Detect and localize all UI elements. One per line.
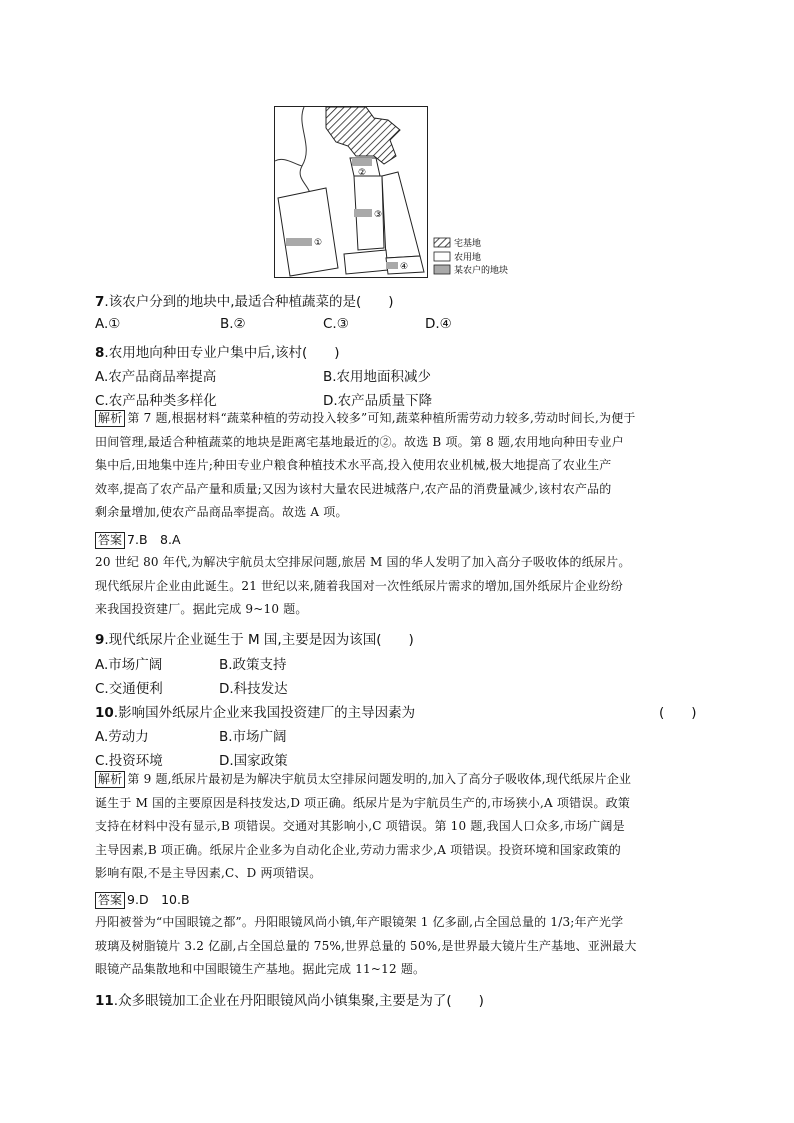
q8-option-b[interactable]: B.农用地面积减少 <box>323 369 432 385</box>
question-8: 8.农用地向种田专业户集中后,该村( ) <box>95 345 340 361</box>
question-7: 7.该农户分到的地块中,最适合种植蔬菜的是( ) <box>95 294 394 310</box>
household-plot-2 <box>352 158 372 166</box>
question-11: 11.众多眼镜加工企业在丹阳眼镜风尚小镇集聚,主要是为了( ) <box>95 993 484 1009</box>
material-9-10: 20 世纪 80 年代,为解决宇航员太空排尿问题,旅居 M 国的华人发明了加入高分子吸收体的纸尿片。 现代纸尿片企业由此诞生。21 世纪以来,随着我国对一次性纸尿片需求的增加,国外纸尿片企业纷纷 来我国投资建厂。据此完成 9~10 题。 <box>95 555 631 616</box>
q10-option-d[interactable]: D.国家政策 <box>219 753 288 769</box>
farmland-plot-4 <box>344 250 388 274</box>
question-10: 10.影响国外纸尿片企业来我国投资建厂的主导因素为 <box>95 705 416 721</box>
question-9: 9.现代纸尿片企业诞生于 M 国,主要是因为该国( ) <box>95 632 414 648</box>
analysis-7-8: 解析 第 7 题,根据材料“蔬菜种植的劳动投入较多”可知,蔬菜种植所需劳动力较多,劳动时间长,为便于 田间管理,最适合种植蔬菜的地块是距离宅基地最近的②。故选 B 项。第 8 题,农用地向种田专业户 集中后,田地集中连片;种田专业户粮食种植技术水平高,投入使用农业机械,极大地提高了农业生产 效率,提高了农产品产量和质量;又因为该村大量农民进城落户,农产品的消费量减少,该村农产品的 剩余量增加,使农产品商品率提高。故选 A 项。 <box>95 411 636 519</box>
q7-option-b[interactable]: B.② <box>220 316 246 332</box>
material-11-12: 丹阳被誉为“中国眼镜之都”。丹阳眼镜风尚小镇,年产眼镜架 1 亿多副,占全国总量的 1/3;年产光学 玻璃及树脂镜片 3.2 亿副,占全国总量的 75%,世界总量的 50%,是世界最大镜片生产基地、亚洲最大 眼镜产品集散地和中国眼镜生产基地。据此完成 11~12 题。 <box>95 915 637 976</box>
analysis-9-10: 解析 第 9 题,纸尿片最初是为解决宇航员太空排尿问题发明的,加入了高分子吸收体,现代纸尿片企业 诞生于 M 国的主要原因是科技发达,D 项正确。纸尿片是为宇航员生产的,市场狭小,A 项错误。政策 支持在材料中没有显示,B 项错误。交通对其影响小,C 项错误。第 10 题,我国人口众多,市场广阔是 主导因素,B 项正确。纸尿片企业多为自动化企业,劳动力需求少,A 项错误。投资环境和国家政策的 影响有限,不是主导因素,C、D 两项错误。 <box>95 772 632 880</box>
q9-option-c[interactable]: C.交通便利 <box>95 681 163 697</box>
answer-7-8: 答案 7.B 8.A <box>95 530 181 549</box>
q8-option-a[interactable]: A.农产品商品率提高 <box>95 369 217 385</box>
answer-tag: 答案 <box>95 532 125 549</box>
q9-option-a[interactable]: A.市场广阔 <box>95 657 163 673</box>
plot-label-1: ① <box>314 238 323 248</box>
analysis-tag: 解析 <box>95 771 125 788</box>
plot-label-3: ③ <box>374 210 383 220</box>
q7-option-a[interactable]: A.① <box>95 316 121 332</box>
analysis-tag: 解析 <box>95 410 125 427</box>
land-map-figure <box>274 106 528 278</box>
q10-option-b[interactable]: B.市场广阔 <box>219 729 287 745</box>
household-plot-3 <box>354 209 372 217</box>
plot-label-4: ④ <box>400 262 409 272</box>
household-plot-1 <box>286 238 312 246</box>
legend-farmland: 农用地 <box>454 253 482 263</box>
plot-label-2: ② <box>358 168 367 178</box>
q9-option-b[interactable]: B.政策支持 <box>219 657 287 673</box>
q10-option-c[interactable]: C.投资环境 <box>95 753 163 769</box>
q7-option-d[interactable]: D.④ <box>425 316 452 332</box>
answer-tag: 答案 <box>95 892 125 909</box>
q8-option-c[interactable]: C.农产品种类多样化 <box>95 393 217 409</box>
answer-9-10: 答案 9.D 10.B <box>95 890 190 909</box>
q10-option-a[interactable]: A.劳动力 <box>95 729 149 745</box>
legend-household-plot: 某农户的地块 <box>454 266 509 276</box>
legend-residential: 宅基地 <box>454 239 482 249</box>
household-plot-4 <box>386 262 398 269</box>
q7-option-c[interactable]: C.③ <box>323 316 349 332</box>
q9-option-d[interactable]: D.科技发达 <box>219 681 288 697</box>
q10-answer-paren: ( ) <box>659 705 697 721</box>
q8-option-d[interactable]: D.农产品质量下降 <box>323 393 433 409</box>
